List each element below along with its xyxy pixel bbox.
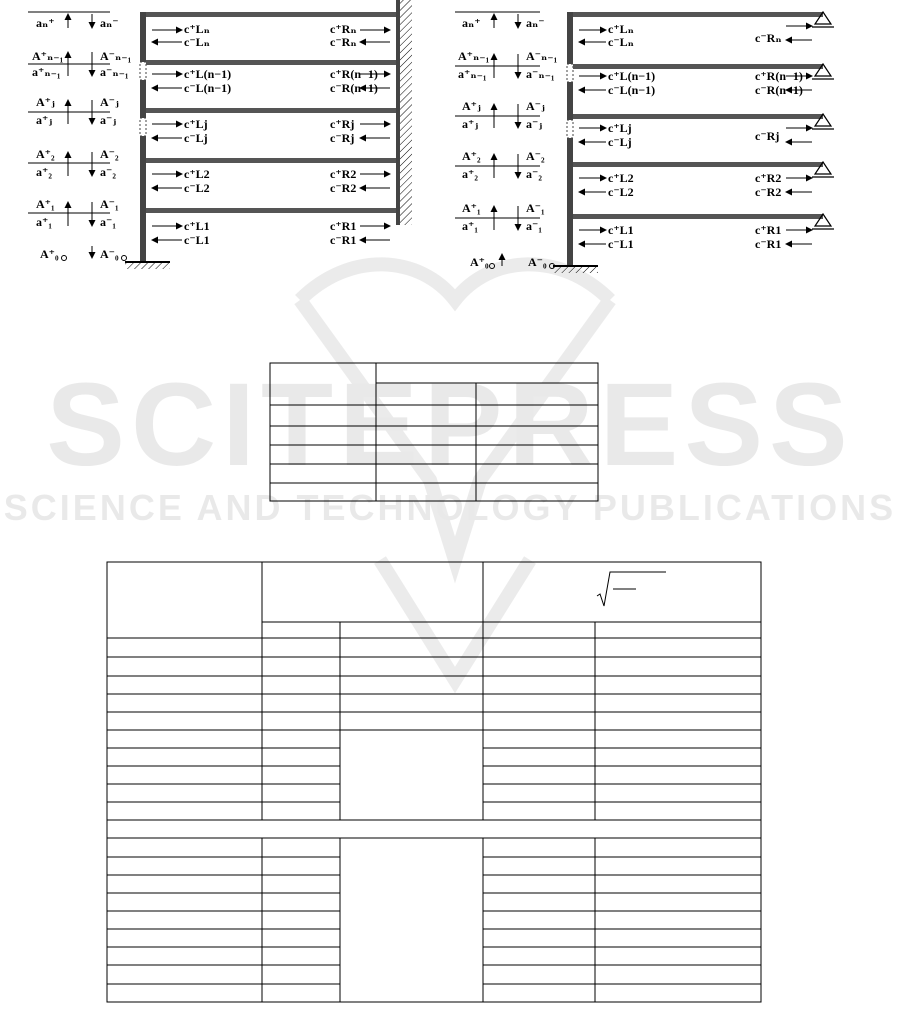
base-node [62, 256, 67, 261]
left-floor-n [28, 12, 390, 49]
right-ground-hatch [553, 266, 598, 273]
label-c-right-in: c⁺Rj [330, 117, 355, 131]
publisher-watermark [4, 264, 896, 680]
label-c-right-out: c⁻R(n−1) [755, 83, 803, 97]
figure-right-panel [455, 12, 834, 273]
label-c-left-in: c⁺L1 [184, 219, 210, 233]
label-c-left-in: c⁺Lₙ [608, 22, 634, 36]
label-A-up: A⁺₂ [36, 147, 55, 161]
label-c-left-out: c⁻L2 [608, 185, 634, 199]
label-A0-up: A⁺₀ [470, 255, 489, 269]
label-a-up: a⁺₂ [36, 165, 52, 179]
left-column-dash-1 [140, 62, 146, 80]
label-c-right-in: c⁺R(n−1) [755, 69, 803, 83]
label-A-up: A⁺₂ [462, 149, 481, 163]
label-c-right-out: c⁻R2 [330, 181, 357, 195]
label-a-down: a⁻ⱼ [100, 113, 117, 127]
label-c-left-in: c⁺L(n−1) [184, 67, 232, 81]
table-2 [107, 562, 761, 1002]
label-a-down: aₙ⁻ [100, 16, 119, 30]
label-c-left-out: c⁻L2 [184, 181, 210, 195]
label-c-right-out: c⁻R1 [330, 233, 357, 247]
label-c-right-in: c⁺R2 [330, 167, 357, 181]
label-A-down: A⁻₂ [526, 149, 545, 163]
label-c-left-in: c⁺L1 [608, 223, 634, 237]
label-A-up: A⁺₁ [36, 197, 55, 211]
label-a-up: a⁺₂ [462, 167, 478, 181]
label-A-down: A⁻₂ [100, 147, 119, 161]
label-c-right-in: c⁺R1 [755, 223, 782, 237]
label-a-up: a⁺₁ [462, 219, 478, 233]
label-a-down: aₙ⁻ [526, 16, 545, 30]
pin-support [812, 12, 834, 229]
label-a-up: a⁺ₙ₋₁ [458, 67, 487, 81]
label-c-left-out: c⁻Lj [608, 135, 632, 149]
label-c-left-out: c⁻L1 [608, 237, 634, 251]
right-column-dash-2 [567, 120, 573, 138]
label-A-up: A⁺ⱼ [36, 95, 55, 109]
right-floor-1 [455, 201, 812, 251]
label-c-right-in: c⁺R1 [330, 219, 357, 233]
label-A-up: A⁺ₙ₋₁ [458, 49, 490, 63]
right-beam-j [573, 114, 823, 119]
label-a-down: a⁻ⱼ [526, 117, 543, 131]
label-A-up: A⁺ₙ₋₁ [32, 49, 64, 63]
label-a-up: a⁺ⱼ [36, 113, 53, 127]
label-A0-up: A⁺₀ [40, 247, 59, 261]
right-column [567, 12, 573, 266]
label-A-down: A⁻ₙ₋₁ [100, 49, 132, 63]
left-right-wall [396, 0, 400, 225]
left-floor-1 [28, 197, 390, 247]
label-A-down: A⁻ⱼ [526, 99, 545, 113]
left-floor-2 [28, 147, 390, 195]
left-column-dash-2 [140, 118, 146, 136]
table-2-frame [107, 562, 761, 1002]
label-c-right-out: c⁻Rₙ [330, 35, 357, 49]
label-A-down: A⁻ⱼ [100, 95, 119, 109]
watermark-brand: SCITEPRESS [46, 359, 854, 491]
label-a-down: a⁻ₙ₋₁ [526, 67, 555, 81]
watermark-tagline: SCIENCE AND TECHNOLOGY PUBLICATIONS [3, 487, 897, 528]
label-c-right-out: c⁻R1 [755, 237, 782, 251]
label-a-up: a⁺₁ [36, 215, 52, 229]
label-c-left-in: c⁺Lj [608, 121, 632, 135]
label-c-left-out: c⁻Lₙ [184, 35, 210, 49]
left-base [40, 246, 127, 261]
label-c-left-in: c⁺Lj [184, 117, 208, 131]
label-c-right-out: c⁻R(n−1) [330, 81, 378, 95]
left-floor-j [28, 95, 390, 145]
label-A0-down: A⁻₀ [100, 247, 119, 261]
base-node [122, 256, 127, 261]
label-c-left-in: c⁺L2 [184, 167, 210, 181]
left-ground-hatch [125, 262, 170, 269]
right-column-dash-1 [567, 64, 573, 82]
label-A-down: A⁻₁ [100, 197, 119, 211]
label-a-down: a⁻ₙ₋₁ [100, 65, 129, 79]
label-A0-down: A⁻₀ [528, 255, 547, 269]
right-floor-j [455, 99, 812, 149]
label-A-up: A⁺₁ [462, 201, 481, 215]
label-c-left-out: c⁻Lj [184, 131, 208, 145]
right-floor-n-1 [455, 49, 812, 97]
left-beam-j [146, 108, 396, 113]
left-beam-2 [146, 158, 396, 163]
label-c-right-out: c⁻R2 [755, 185, 782, 199]
label-a-down: a⁻₁ [526, 219, 542, 233]
right-beam-n [573, 12, 823, 17]
label-c-right-out: c⁻Rj [755, 129, 780, 143]
left-beam-1 [146, 208, 396, 213]
left-floor-n-1 [28, 49, 390, 95]
right-beam-1 [573, 214, 823, 219]
right-floor-n [455, 12, 812, 49]
label-a-down: a⁻₂ [100, 165, 116, 179]
label-c-right-in: c⁺R2 [755, 171, 782, 185]
label-c-left-out: c⁻L1 [184, 233, 210, 247]
label-a-up: a⁺ⱼ [462, 117, 479, 131]
label-a-up: aₙ⁺ [462, 16, 481, 30]
label-c-right-out: c⁻Rj [330, 131, 355, 145]
label-c-left-in: c⁺Lₙ [184, 22, 210, 36]
label-c-left-out: c⁻L(n−1) [608, 83, 656, 97]
left-beam-n-1 [146, 60, 396, 65]
left-beam-n [146, 12, 396, 17]
left-right-wall-hatch [400, 0, 412, 225]
label-c-left-out: c⁻Lₙ [608, 35, 634, 49]
label-c-left-out: c⁻L(n−1) [184, 81, 232, 95]
label-A-down: A⁻₁ [526, 201, 545, 215]
figure-left-panel [28, 0, 412, 269]
label-c-right-in: c⁺R(n−1) [330, 67, 378, 81]
label-a-down: a⁻₁ [100, 215, 116, 229]
label-A-down: A⁻ₙ₋₁ [526, 49, 558, 63]
label-A-up: A⁺ⱼ [462, 99, 481, 113]
left-column [140, 12, 146, 262]
label-c-right-out: c⁻Rₙ [755, 31, 782, 45]
label-c-left-in: c⁺L(n−1) [608, 69, 656, 83]
label-a-up: aₙ⁺ [36, 16, 55, 30]
right-floor-2 [455, 149, 812, 199]
label-a-down: a⁻₂ [526, 167, 542, 181]
label-c-right-in: c⁺Rₙ [330, 22, 357, 36]
label-a-up: a⁺ₙ₋₁ [32, 65, 61, 79]
right-beam-2 [573, 162, 823, 167]
label-c-left-in: c⁺L2 [608, 171, 634, 185]
